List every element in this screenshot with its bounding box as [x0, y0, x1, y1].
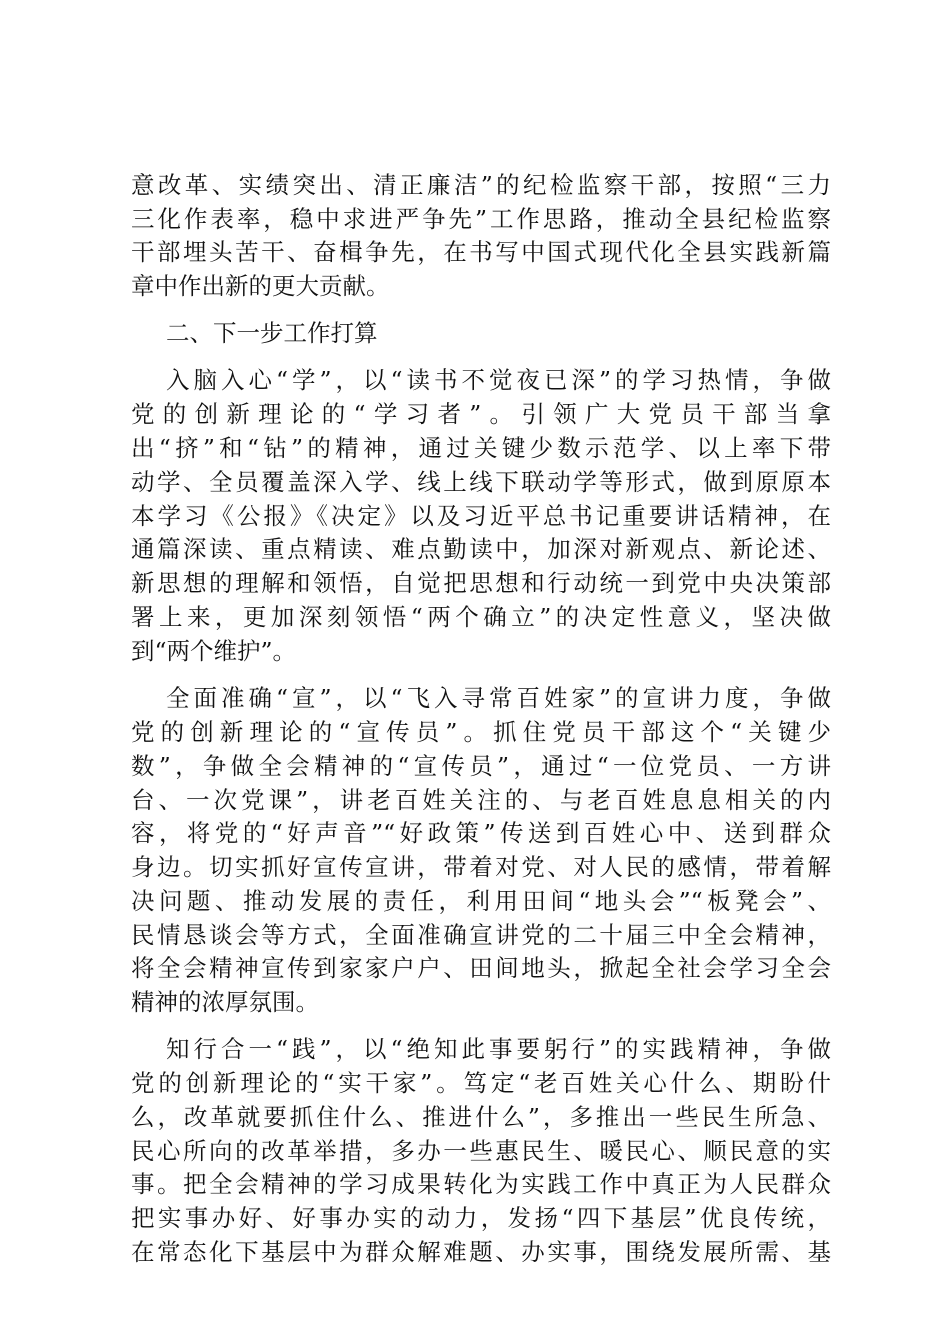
paragraph-line: 知行合一“践”，以“绝知此事要躬行”的实践精神，争做: [166, 1035, 831, 1063]
paragraph-line: 把实事办好、好事办实的动力，发扬“四下基层”优良传统，: [131, 1204, 831, 1232]
paragraph-line: 三化作表率，稳中求进严争先”工作思路，推动全县纪检监察: [131, 205, 831, 233]
paragraph-line: 到“两个维护”。: [131, 637, 297, 665]
paragraph-line: 党的创新理论的“宣传员”。抓住党员干部这个“关键少: [131, 718, 831, 746]
paragraph-line: 在常态化下基层中为群众解难题、办实事，围绕发展所需、基: [131, 1238, 831, 1266]
paragraph-line: 入脑入心“学”，以“读书不觉夜已深”的学习热情，争做: [166, 366, 831, 394]
paragraph-line: 么，改革就要抓住什么、推进什么”，多推出一些民生所急、: [131, 1103, 831, 1131]
paragraph-line: 身边。切实抓好宣传宣讲，带着对党、对人民的感情，带着解: [131, 853, 831, 881]
paragraph-line: 全面准确“宣”，以“飞入寻常百姓家”的宣讲力度，争做: [166, 684, 831, 712]
paragraph-line: 决问题、推动发展的责任，利用田间“地头会”“板凳会”、: [131, 887, 831, 915]
paragraph-line: 出“挤”和“钻”的精神，通过关键少数示范学、以上率下带: [131, 434, 831, 462]
paragraph-line: 台、一次党课”，讲老百姓关注的、与老百姓息息相关的内: [131, 786, 831, 814]
paragraph-line: 通篇深读、重点精读、难点勤读中，加深对新观点、新论述、: [131, 535, 831, 563]
paragraph-line: 章中作出新的更大贡献。: [131, 272, 390, 300]
paragraph-line: 动学、全员覆盖深入学、线上线下联动学等形式，做到原原本: [131, 468, 831, 496]
paragraph-line: 干部埋头苦干、奋楫争先，在书写中国式现代化全县实践新篇: [131, 238, 831, 266]
paragraph-line: 本学习《公报》《决定》以及习近平总书记重要讲话精神，在: [131, 502, 831, 530]
paragraph-line: 党的创新理论的“实干家”。笃定“老百姓关心什么、期盼什: [131, 1069, 831, 1097]
paragraph-line: 精神的浓厚氛围。: [131, 988, 319, 1016]
paragraph-line: 署上来，更加深刻领悟“两个确立”的决定性意义，坚决做: [131, 603, 831, 631]
paragraph-line: 新思想的理解和领悟，自觉把思想和行动统一到党中央决策部: [131, 569, 831, 597]
paragraph-line: 事。把全会精神的学习成果转化为实践工作中真正为人民群众: [131, 1170, 831, 1198]
paragraph-line: 意改革、实绩突出、清正廉洁”的纪检监察干部，按照“三力: [131, 171, 831, 199]
paragraph-line: 党的创新理论的“学习者”。引领广大党员干部当拿: [131, 400, 831, 428]
paragraph-line: 民情恳谈会等方式，全面准确宣讲党的二十届三中全会精神，: [131, 921, 831, 949]
section-heading: 二、下一步工作打算: [166, 319, 378, 347]
paragraph-line: 民心所向的改革举措，多办一些惠民生、暖民心、顺民意的实: [131, 1137, 831, 1165]
paragraph-line: 将全会精神宣传到家家户户、田间地头，掀起全社会学习全会: [131, 954, 831, 982]
paragraph-line: 数”，争做全会精神的“宣传员”，通过“一位党员、一方讲: [131, 752, 831, 780]
paragraph-line: 容，将党的“好声音”“好政策”传送到百姓心中、送到群众: [131, 819, 831, 847]
